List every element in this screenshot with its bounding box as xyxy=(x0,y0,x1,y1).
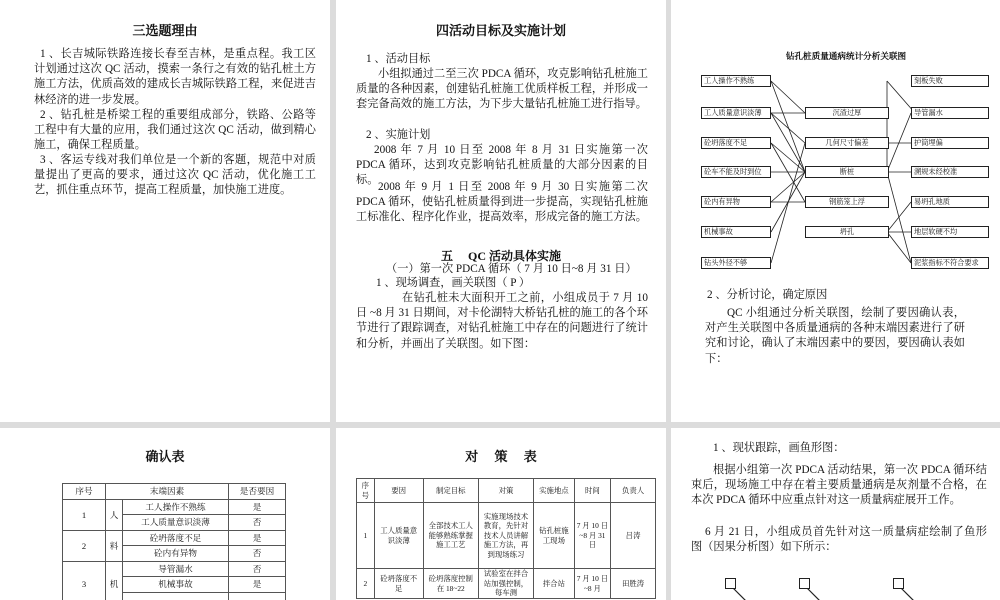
cause-box: 砼内有异物 xyxy=(701,196,771,208)
header-cell: 是否要因 xyxy=(229,484,286,500)
cause-cell: 砼坍落度不足 xyxy=(374,569,423,599)
defect-box: 坍孔 xyxy=(805,226,889,238)
location-cell: 钻孔桩施工现场 xyxy=(534,503,575,569)
location-cell: 拌合站 xyxy=(534,569,575,599)
header-cell: 制定目标 xyxy=(423,479,478,503)
table-row xyxy=(357,503,656,569)
target-cell: 全部技术工人能够熟练掌握施工工艺 xyxy=(423,503,478,569)
plan-text-2: 2008 年 9 月 1 日至 2008 年 9 月 30 日实施第二次 PDCA 循环，使钻孔桩质量得到进一步提高，实现钻孔桩施工标准化、程序化作业，提高效率，形成完备的施工方法。 xyxy=(356,181,648,224)
cause-box: 导管漏水 xyxy=(911,107,989,119)
header-cell: 序号 xyxy=(357,479,375,503)
group-number: 1 xyxy=(63,499,106,530)
table-row xyxy=(63,530,286,546)
group-number: 2 xyxy=(63,530,106,561)
cause-box: 溯规未经校准 xyxy=(911,166,989,178)
cause-box: 易坍孔地质 xyxy=(911,196,989,208)
table-row xyxy=(63,561,286,577)
key-cause-cell: 是 xyxy=(229,530,286,546)
table-header-row xyxy=(63,484,286,500)
status-heading: 1 、现状跟踪，画鱼形图： xyxy=(713,442,845,454)
cause-box: 刻板失败 xyxy=(911,75,989,87)
factor-cell: 工人操作不熟练 xyxy=(123,499,229,515)
owner-cell: 吕涛 xyxy=(611,503,656,569)
status-text-2: 6 月 21 日，小组成员首先针对这一质量病症绘制了鱼形图（因果分析图）如下所示： xyxy=(691,526,987,554)
plan-text-1: 2008 年 7 月 10 日至 2008 年 8 月 31 日实施第一次 PDCA 循环，达到攻克影响钻孔桩质量的大部分因素的目标。 xyxy=(356,144,648,187)
fishbone-node xyxy=(799,578,810,589)
slide-countermeasure-table xyxy=(336,428,666,600)
cause-box: 工人操作不熟练 xyxy=(701,75,771,87)
cause-box: 护筒埋偏 xyxy=(911,137,989,149)
table-header-row xyxy=(357,479,656,503)
fishbone-bones xyxy=(721,576,951,600)
slide-title: 三选题理由 xyxy=(132,23,198,38)
confirmation-table xyxy=(62,483,286,600)
group-category: 料 xyxy=(106,530,123,561)
group-number: 3 xyxy=(63,561,106,600)
reason-paragraph-3: 3 、客运专线对我们单位是一个新的客题，规范中对质量提出了更高的要求，通过这次 QC 活动，优化施工工艺，抓住重点环节，提高工程质量，加快施工进度。 xyxy=(34,154,316,197)
countermeasure-table xyxy=(356,478,656,599)
survey-text: 在钻孔桩未大面积开工之前，小组成员于 7 月 10 日 ~8 月 31 日期间，对卡伦湖特大桥钻孔桩的施工的各个环节进行了跟踪调查，对钻孔桩施工中存在的问题进行了统计和分析，并画出了关联图。如下图： xyxy=(356,292,648,350)
cause-box: 钻头外径不够 xyxy=(701,257,771,269)
target-heading: 1 、活动目标 xyxy=(366,53,431,65)
cause-box: 工人质量意识淡薄 xyxy=(701,107,771,119)
slide-title: 确认表 xyxy=(145,449,185,464)
cause-box: 砼坍落度不足 xyxy=(701,137,771,149)
slide-confirmation-table xyxy=(0,428,330,600)
key-cause-cell xyxy=(229,592,286,600)
owner-cell: 田胜涛 xyxy=(611,569,656,599)
header-cell: 对策 xyxy=(478,479,533,503)
cause-box: 砼车不能及时到位 xyxy=(701,166,771,178)
factor-cell: 砼内有异物 xyxy=(123,546,229,562)
defect-box: 钢筋笼上浮 xyxy=(805,196,889,208)
slide-relation-diagram xyxy=(671,0,1000,422)
key-cause-cell: 是 xyxy=(229,577,286,593)
key-cause-cell: 是 xyxy=(229,499,286,515)
row-number: 2 xyxy=(357,569,375,599)
section-title: 五 QC 活动具体实施 xyxy=(440,249,561,263)
fishbone-diagram xyxy=(721,576,951,600)
diagram-title: 钻孔桩质量通病统计分析关联图 xyxy=(785,51,907,61)
slide-fishbone xyxy=(671,428,1000,600)
slide-title: 对 策 表 xyxy=(465,449,537,464)
cause-box: 地层软硬不均 xyxy=(911,226,989,238)
defect-box: 几何尺寸偏差 xyxy=(805,137,889,149)
target-cell: 砼坍落度控制在 18~22 xyxy=(423,569,478,599)
cause-box: 机械事故 xyxy=(701,226,771,238)
header-cell: 末端因素 xyxy=(106,484,229,500)
row-number: 1 xyxy=(357,503,375,569)
status-text-1: 根据小组第一次 PDCA 活动结果，第一次 PDCA 循环结束后，现场施工中存在着主要质量通病是灰剂量不合格，在本次 PDCA 循环中应重点针对这一质量病症展开工作。 xyxy=(691,464,987,507)
factor-cell: 工人质量意识淡薄 xyxy=(123,515,229,531)
factor-cell xyxy=(123,592,229,600)
key-cause-cell: 否 xyxy=(229,561,286,577)
survey-heading: 1 、现场调查，画关联图（ P ） xyxy=(376,277,531,289)
header-cell: 时间 xyxy=(574,479,610,503)
table-row xyxy=(63,499,286,515)
fishbone-node xyxy=(725,578,736,589)
table-row xyxy=(357,569,656,599)
target-text: 小组拟通过二至三次 PDCA 循环，攻克影响钻孔桩施工质量的各种因素，创建钻孔桩施工优质样板工程，并形成一套完备高效的施工方法，为下步大量钻孔桩施工进行指导。 xyxy=(356,68,648,111)
header-cell: 负责人 xyxy=(611,479,656,503)
relation-diagram xyxy=(701,50,991,275)
header-cell: 实施地点 xyxy=(534,479,575,503)
time-cell: 7 月 10 日 ~8 月 31 日 xyxy=(574,503,610,569)
group-category: 机 xyxy=(106,561,123,600)
header-cell: 要因 xyxy=(374,479,423,503)
factor-cell: 导管漏水 xyxy=(123,561,229,577)
plan-heading: 2 、实施计划 xyxy=(366,129,431,141)
group-category: 人 xyxy=(106,499,123,530)
measure-cell: 实施现场技术教育，先针对技术人员讲解施工方法，再到现场练习 xyxy=(478,503,533,569)
reason-paragraph-2: 2 、钻孔桩是桥梁工程的重要组成部分，铁路、公路等工程中有大量的应用，我们通过这次 QC 活动，做到精心施工，确保工程质量。 xyxy=(34,109,316,152)
cause-cell: 工人质量意识淡薄 xyxy=(374,503,423,569)
key-cause-cell: 否 xyxy=(229,546,286,562)
reason-paragraph-1: 1 、长吉城际铁路连接长春至吉林，是重点程。我工区计划通过这次 QC 活动，摸索一条行之有效的钻孔桩土方施工方法，优质高效的建成长吉城际铁路工程，来促进吉林经济的进一步发展。 xyxy=(34,48,316,106)
discussion-heading: 2 、分析讨论，确定原因 xyxy=(707,289,828,301)
slide-title: 四活动目标及实施计划 xyxy=(435,23,566,38)
defect-box: 沉渣过厚 xyxy=(805,107,889,119)
slide-targets-plan xyxy=(336,0,666,422)
header-cell: 序号 xyxy=(63,484,106,500)
cause-box: 泥浆指标不符合要求 xyxy=(911,257,989,269)
discussion-text: QC 小组通过分析关联图，绘制了要因确认表，对产生关联图中各质量通病的各种末端因素进行了研究和讨论，确认了末端因素中的要因，要因确认表如下： xyxy=(705,307,965,365)
slide-selection-reasons xyxy=(0,0,330,422)
defect-box: 断桩 xyxy=(805,166,889,178)
fishbone-node xyxy=(893,578,904,589)
cycle-line: （一）第一次 PDCA 循环（ 7 月 10 日~8 月 31 日） xyxy=(386,263,637,275)
factor-cell: 砼坍落度不足 xyxy=(123,530,229,546)
time-cell: 7 月 10 日 ~8 月 xyxy=(574,569,610,599)
key-cause-cell: 否 xyxy=(229,515,286,531)
factor-cell: 机械事故 xyxy=(123,577,229,593)
measure-cell: 试验室在拌合站加强控制，每车测 xyxy=(478,569,533,599)
